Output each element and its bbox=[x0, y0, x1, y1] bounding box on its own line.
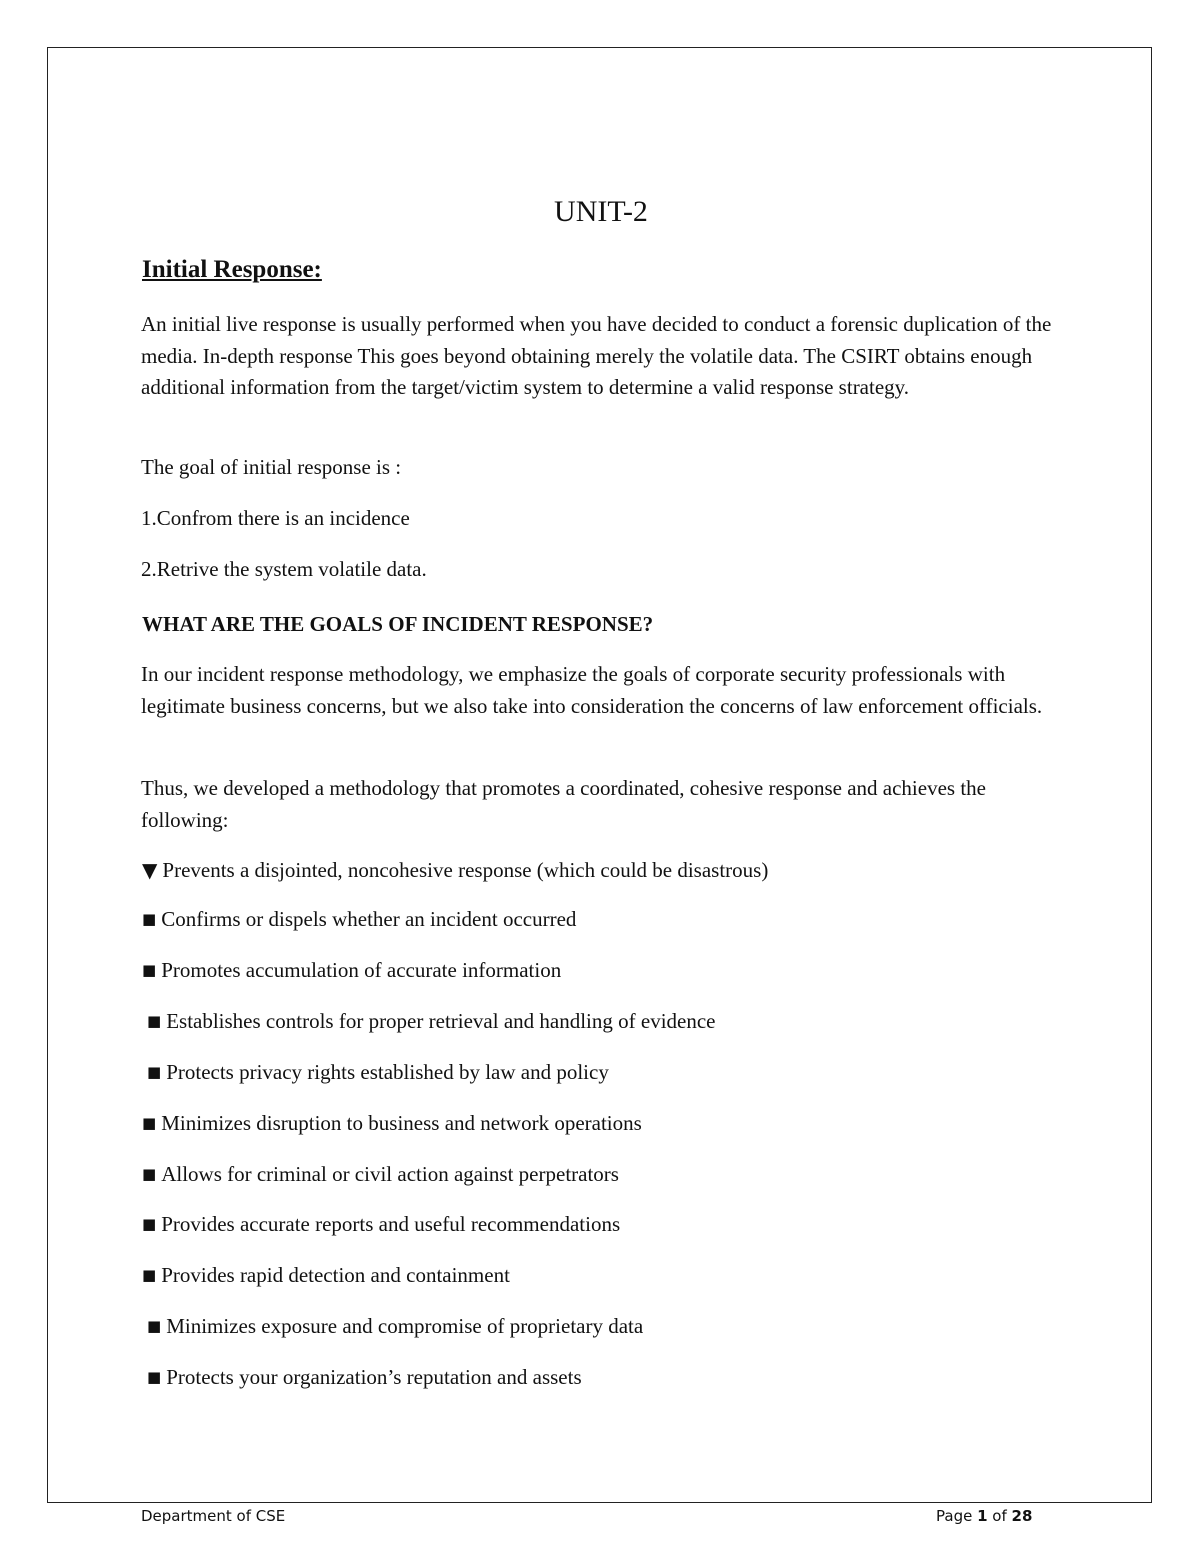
goal-statement: The goal of initial response is : bbox=[141, 455, 402, 479]
list-item-text: Prevents a disjointed, noncohesive response (which could be disastrous) bbox=[162, 858, 769, 882]
unit-title: UNIT-2 bbox=[554, 195, 648, 228]
list-item bbox=[147, 1057, 609, 1087]
list-item bbox=[142, 904, 576, 934]
list-item bbox=[142, 955, 561, 985]
list-item-text: Protects your organization’s reputation and assets bbox=[166, 1365, 582, 1389]
list-item bbox=[142, 1260, 510, 1290]
of-word: of bbox=[987, 1507, 1012, 1525]
square-bullet-icon: ■ bbox=[142, 1215, 157, 1233]
square-bullet-icon: ■ bbox=[142, 1114, 157, 1132]
square-bullet-icon: ■ bbox=[142, 1266, 157, 1284]
square-bullet-icon: ■ bbox=[147, 1317, 162, 1335]
square-bullet-icon: ■ bbox=[142, 961, 157, 979]
list-item bbox=[142, 1108, 642, 1138]
list-item bbox=[142, 855, 768, 885]
list-item bbox=[147, 1006, 716, 1036]
list-item bbox=[147, 1311, 643, 1341]
section-heading-initial-response: Initial Response: bbox=[142, 256, 322, 283]
list-item-text: Confirms or dispels whether an incident occurred bbox=[161, 907, 577, 931]
list-item-text: Provides accurate reports and useful recommendations bbox=[161, 1212, 621, 1236]
triangle-bullet-icon: ▼ bbox=[142, 858, 158, 882]
thus-paragraph: Thus, we developed a methodology that promotes a coordinated, cohesive response and achieves the following: bbox=[141, 776, 986, 832]
footer-department: Department of CSE bbox=[141, 1507, 286, 1525]
methodology-paragraph: In our incident response methodology, we emphasize the goals of corporate security professionals with legitimate business concerns, but we also take into consideration the concerns of law enforcement officials. bbox=[141, 662, 1043, 718]
list-item bbox=[147, 1362, 582, 1392]
goal-item-2: 2.Retrive the system volatile data. bbox=[141, 557, 427, 581]
square-bullet-icon: ■ bbox=[147, 1063, 162, 1081]
list-item-text: Provides rapid detection and containment bbox=[161, 1263, 510, 1287]
square-bullet-icon: ■ bbox=[142, 1165, 157, 1183]
footer-page-number bbox=[936, 1505, 1032, 1527]
list-item-text: Establishes controls for proper retrieval and handling of evidence bbox=[166, 1009, 716, 1033]
list-item-text: Promotes accumulation of accurate information bbox=[161, 958, 562, 982]
list-item-text: Allows for criminal or civil action against perpetrators bbox=[161, 1162, 619, 1186]
list-item-text: Minimizes exposure and compromise of proprietary data bbox=[166, 1314, 644, 1338]
square-bullet-icon: ■ bbox=[147, 1012, 162, 1030]
list-item-text: Protects privacy rights established by law and policy bbox=[166, 1060, 609, 1084]
list-item bbox=[142, 1209, 620, 1239]
intro-paragraph: An initial live response is usually performed when you have decided to conduct a forensic duplication of the media. In-depth response This goes beyond obtaining merely the volatile data. The CSIRT obtains enough additional information from the target/victim system to determine a valid response strategy. bbox=[141, 312, 1052, 399]
list-item bbox=[142, 1159, 619, 1189]
total-pages: 28 bbox=[1011, 1507, 1033, 1525]
goal-item-1: 1.Confrom there is an incidence bbox=[141, 506, 410, 530]
list-item-text: Minimizes disruption to business and network operations bbox=[161, 1111, 642, 1135]
square-bullet-icon: ■ bbox=[142, 910, 157, 928]
current-page: 1 bbox=[977, 1507, 988, 1525]
square-bullet-icon: ■ bbox=[147, 1368, 162, 1386]
page-word: Page bbox=[936, 1507, 978, 1525]
goals-heading: WHAT ARE THE GOALS OF INCIDENT RESPONSE? bbox=[142, 612, 654, 636]
